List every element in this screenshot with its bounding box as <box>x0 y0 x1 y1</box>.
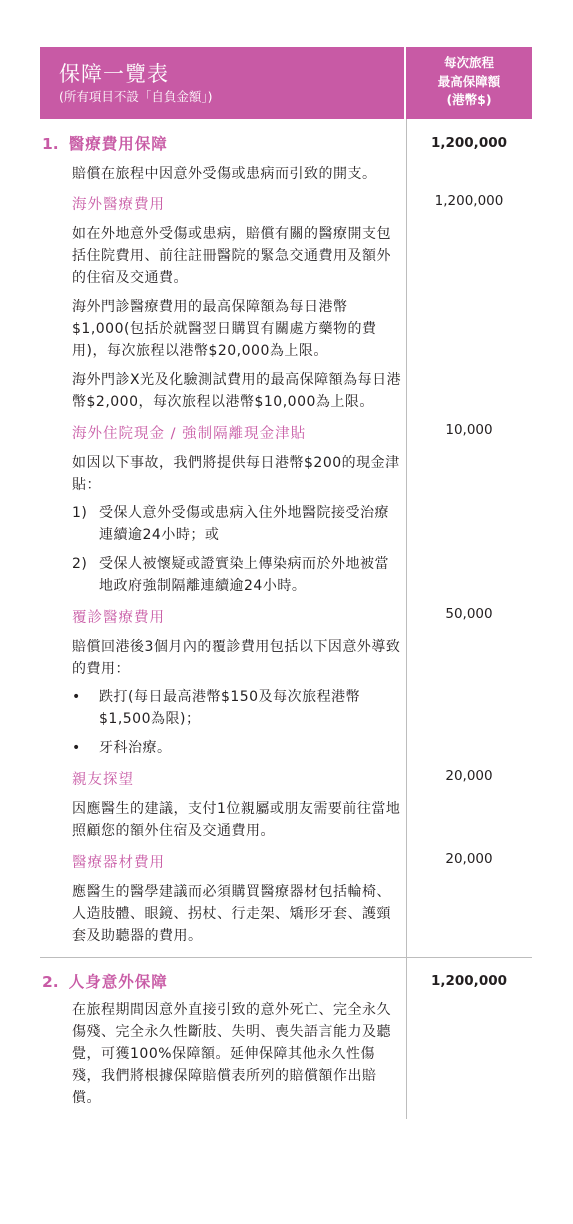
list-text: 受保人被懷疑或證實染上傳染病而於外地被當地政府強制隔離連續逾24小時。 <box>99 556 389 594</box>
list-text: 跌打(每日最高港幣$150及每次旅程港幣$1,500為限)； <box>99 689 361 727</box>
paragraph: 如在外地意外受傷或患病，賠償有關的醫療開支包括住院費用、前往註冊醫院的緊急交通費用及額外的住宿及交通費。 <box>72 226 391 286</box>
subsection-title: 親友探望 <box>72 772 134 788</box>
paragraph: 海外門診X光及化驗測試費用的最高保障額為每日港幣$2,000，每次旅程以港幣$10,000為上限。 <box>72 372 402 410</box>
paragraph: 在旅程期間因意外直接引致的意外死亡、完全永久傷殘、完全永久性斷肢、失明、喪失語言能力及聽覺，可獲100%保障額。延伸保障其他永久性傷殘，我們將根據保障賠償表所列的賠償額作出賠償。 <box>72 1002 391 1106</box>
subsection-title: 海外住院現金 / 強制隔離現金津貼 <box>72 426 307 442</box>
section-title: 人身意外保障 <box>68 973 168 991</box>
column-header-line: (港幣$) <box>446 92 492 107</box>
list-marker: 2) <box>72 556 88 572</box>
section-description: 賠償在旅程中因意外受傷或患病而引致的開支。 <box>72 166 377 182</box>
subsection-amount: 50,000 <box>445 606 493 622</box>
page-title: 保障一覽表 <box>59 62 169 86</box>
paragraph: 海外門診醫療費用的最高保障額為每日港幣$1,000(包括於就醫翌日購買有關處方藥物的費用)，每次旅程以港幣$20,000為上限。 <box>72 299 377 359</box>
list-text: 牙科治療。 <box>99 740 172 756</box>
section-amount: 1,200,000 <box>430 135 507 151</box>
subsection-title: 海外醫療費用 <box>72 197 165 213</box>
paragraph: 因應醫生的建議，支付1位親屬或朋友需要前往當地照顧您的額外住宿及交通費用。 <box>72 801 401 839</box>
section-number: 2. <box>42 973 59 991</box>
list-item <box>40 553 406 597</box>
table-header <box>40 47 532 119</box>
list-item <box>40 686 406 730</box>
bullet: • <box>72 740 81 756</box>
section-header <box>40 968 532 994</box>
section-number: 1. <box>42 135 59 153</box>
subsection-header <box>40 422 532 443</box>
amount-column-header <box>406 47 532 119</box>
subsection-header <box>40 768 532 789</box>
subsection-title: 醫療器材費用 <box>72 855 165 871</box>
bullet: • <box>72 689 81 705</box>
paragraph: 應醫生的醫學建議而必須購買醫療器材包括輪椅、人造肢體、眼鏡、拐杖、行走架、矯形牙套、護頸套及助聽器的費用。 <box>72 884 391 944</box>
list-marker: 1) <box>72 505 88 521</box>
column-divider <box>406 119 407 957</box>
section-personal-accident <box>40 958 532 1119</box>
page-subtitle: (所有項目不設「自負金額」) <box>59 89 213 104</box>
subsection-amount: 20,000 <box>445 851 493 867</box>
column-header-line: 最高保障額 <box>437 73 501 89</box>
subsection-title: 覆診醫療費用 <box>72 610 165 626</box>
subsection-header <box>40 606 532 627</box>
paragraph: 如因以下事故，我們將提供每日港幣$200的現金津貼： <box>72 455 400 493</box>
header-title-cell <box>40 47 404 119</box>
column-divider <box>406 958 407 1119</box>
subsection-header <box>40 851 532 872</box>
section-header <box>40 130 532 156</box>
section-amount: 1,200,000 <box>430 973 507 989</box>
column-header-line: 每次旅程 <box>443 55 494 70</box>
list-item <box>40 737 406 759</box>
section-title: 醫療費用保障 <box>68 135 168 153</box>
list-item <box>40 502 406 546</box>
subsection-amount: 20,000 <box>445 768 493 784</box>
benefit-table <box>40 47 532 1119</box>
paragraph: 賠償回港後3個月內的覆診費用包括以下因意外導致的費用： <box>72 639 401 677</box>
section-medical <box>40 119 532 957</box>
list-text: 受保人意外受傷或患病入住外地醫院接受治療連續逾24小時；或 <box>99 505 389 543</box>
subsection-amount: 10,000 <box>445 422 493 438</box>
subsection-header <box>40 193 532 214</box>
subsection-amount: 1,200,000 <box>434 193 504 209</box>
